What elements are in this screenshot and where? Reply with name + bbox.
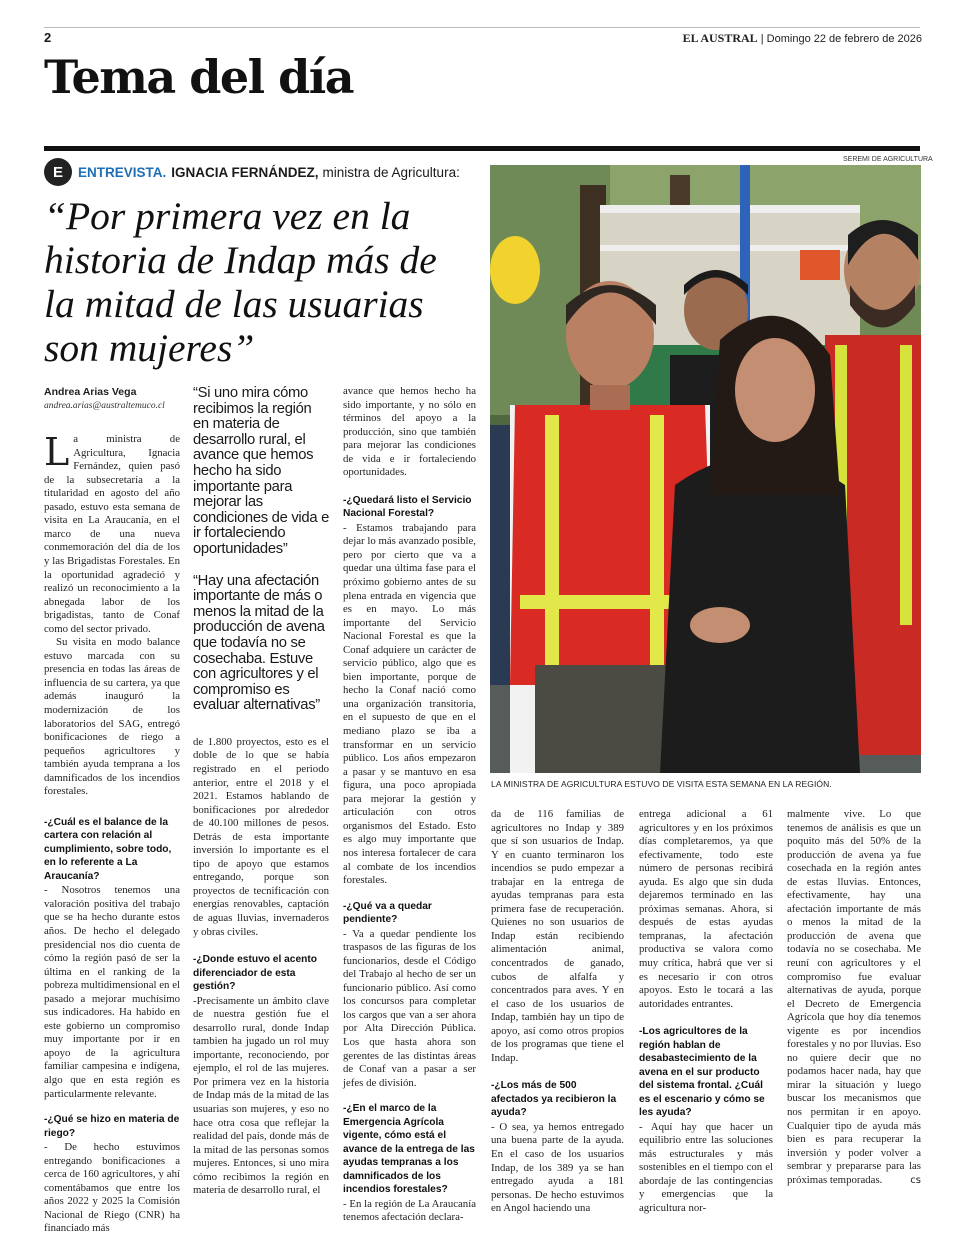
top-rule — [44, 27, 920, 28]
answer: - De hecho estuvimos entregando bonificaciones a cerca de 160 agricultores, y ahí comentábamos que entre los años 2022 y 2025 la Comisión Nacional de Riego (CNR) ha financiado más — [44, 1141, 180, 1235]
article-column-5 — [639, 808, 773, 1216]
question: -¿Donde estuvo el acento diferenciador de esta gestión? — [193, 954, 317, 993]
photo-caption: LA MINISTRA DE AGRICULTURA ESTUVO DE VISITA ESTA SEMANA EN LA REGIÓN. — [491, 779, 832, 789]
pull-quote: “Hay una afectación importante de más o menos la mitad de la producción de avena que todavía no se cosechaba. Estuve con agricultores y el compromiso es evaluar alternativas” — [193, 572, 325, 714]
intro-paragraph: La ministra de Agricultura, Ignacia Fernández, quien pasó de la subsecretaría a la titularidad en agosto del año pasado, estuvo esta semana de visita en La Araucanía, en el marco de una nueva conmemoración del día de los y las Brigadistas Forestales. En la oportunidad agradeció y realizó un reconocimiento a la abnegada labor de los brigadistas, tanto de Conaf como del sector privado. — [44, 430, 180, 635]
kicker-label: ENTREVISTA. — [78, 164, 167, 180]
question: -¿En el marco de la Emergencia Agrícola vigente, cómo está el avance de la entrega de las ayudas tempranas a los damnificados de los incendios forestales? — [343, 1103, 475, 1196]
newspaper-name: EL AUSTRAL — [682, 31, 758, 45]
answer: - Nosotros tenemos una valoración positiva del trabajo que se ha hecho durante estos años. De hecho el delegado presidencial nos dio cuenta de cómo la región pasó de ser la última en el ranking de la pobreza multidimensional en el pasado a mejorar muchísimo sus indicadores. Ha habido en este gobierno un compromiso muy importante por ir en apoyo de la agricultura familiar campesina e indígena, algo que en esta región es particularmente relevante. — [44, 884, 180, 1100]
question: -¿Cuál es el balance de la cartera con relación al cumplimiento, sobre todo, en lo referente a La Araucanía? — [44, 816, 172, 882]
article-column-6 — [787, 808, 921, 1187]
headline: “Por primera vez en la historia de Indap más de la mitad de las usuarias son mujeres” — [44, 194, 437, 370]
photo-illustration — [490, 165, 921, 773]
body-paragraph: da de 116 familias de agricultores no Indap y 389 que sí son usuarios de Indap. Y en cuanto terminaron los incendios se pudo empezar a trabajar en la entrega de ayudas tempranas para esta primera fase de recuperación. Quienes no son usuarios de Indap están recibiendo alimentación animal, concentrados de ganado, cubos de alfalfa y concentrados para aves. Y en el caso de los usuarios de Indap, también hay un tipo de apoyo, así como otros propios de los programas que tiene el Indap. — [491, 808, 624, 1064]
masthead — [683, 31, 922, 46]
photo-credit: SEREMI DE AGRICULTURA — [843, 156, 933, 163]
page-number: 2 — [44, 30, 52, 45]
author-email: andrea.arias@australtemuco.cl — [44, 400, 165, 411]
news-photo — [490, 165, 921, 773]
article-column-1 — [44, 386, 180, 1236]
answer: - O sea, ya hemos entregado una buena parte de la ayuda. En el caso de los usuarios Indap, de los 389 ya se han entregado ayuda a 181 personas. De hecho estuvimos en Angol haciendo una — [491, 1120, 624, 1215]
section-title: Tema del día — [44, 50, 354, 104]
body-paragraph: entrega adicional a 61 agricultores y en los próximos días completaremos, ya que efectivamente, todo este número de personas recibirá ayuda. Es algo que sin duda dejaremos terminado en las próximas semanas. Ahora, si después de estas ayudas tempranas, la afectación productiva se valora como muy crítica, habrá que ver si es necesario ir con otros apoyos. Esto le tocará a las autoridades entrantes. — [639, 808, 773, 1010]
body-paragraph: malmente vive. Lo que tenemos de análisis es que un poquito más del 50% de la producción de avena ya fue cosechada en la región antes de estas lluvias. Entonces, efectivamente, hay una afectación importante de más o menos la mitad de la producción de avena que todavía no se cosechaba. Me reuní con agricultores y el compromiso fue evaluar alternativas de ayuda, porque el Decreto de Emergencia Agrícola que hoy día tenemos vigente es por incendios forestales y no por lluvias. Eso no quiere decir que no podamos hacer nada, hay que mirar la situación y luego buscar los mecanismos que nos permitan ir en apoyo. Cualquier tipo de ayuda más bien es para recuperar la inversión y poder volver a sembrar y prepararse para las próximas temporadas. cs — [787, 808, 921, 1186]
body-paragraph: Su visita en modo balance estuvo marcada con su presencia en todas las áreas de influencia de su cartera, ya que además inauguró la modernización de los laboratorios del SAG, entregó bonificaciones de riego a pequeños agricultores y también ayuda temprana a los damnificados de los incendios forestales. — [44, 636, 180, 798]
body-paragraph: de 1.800 proyectos, esto es el doble de lo que se había registrado en el periodo anterior, entre el 2018 y el 2021. Estamos hablando de bonificaciones por alrededor de 40.100 millones de pesos. Detrás de esta importante inversión lo importante es el tipo de apoyo que estamos entregando, porque son proyectos de tecnificación con energías renovables, captación de aguas lluvias, invernaderos y obras civiles. — [193, 735, 329, 938]
body-paragraph: avance que hemos hecho ha sido importante, y no sólo en términos del apoyo a la producción, sino que también para mejorar las condiciones de vida e ir fortaleciendo oportunidades. — [343, 385, 476, 479]
question: -¿Qué se hizo en materia de riego? — [44, 1114, 180, 1139]
drop-cap: L — [44, 430, 70, 475]
end-mark-icon: cs — [910, 1174, 921, 1186]
answer: -Precisamente un ámbito clave de nuestra gestión fue el desarrollo rural, donde Indap tambien ha jugado un rol muy importante, reconociendo, por ejemplo, el rol de las mujeres. Por primera vez en la historia de Indap más de la mitad de las usuarias son mujeres, y eso no hace otra cosa que reflejar la realidad del país, donde más de la mitad de las personas somos mujeres. Entonces, si uno mira cómo recibimos la región en materia de desarrollo rural, el — [193, 994, 329, 1197]
question: -¿Los más de 500 afectados ya recibieron la ayuda? — [491, 1080, 617, 1119]
answer: - Estamos trabajando para dejar lo más avanzado posible, pero por cierto que va a quedar una última fase para el próximo gobierno antes de su plena entrada en vigencia que es en mayo. Lo más importante del Servicio Nacional Forestal es que la Conaf adquiere un carácter de servicio público, algo que es bien importante, porque de hecho la Conaf nació como una organización transitoria, en el supuesto de que en el mediano plazo se iba a transformar en un servicio público. Los años empezaron a pasar y se mantuvo en esa figura, una poco apropiada para mejorar la gestión y articulación con otros organismos del Estado. Esto es algo muy importante que nos interesa fortalecer de cara al combate de los incendios forestales. — [343, 521, 476, 887]
section-rule — [44, 146, 920, 151]
article-column-4 — [491, 808, 624, 1216]
question: -¿Quedará listo el Servicio Nacional Forestal? — [343, 494, 472, 520]
question: -¿Qué va a quedar pendiente? — [343, 900, 432, 926]
article-column-2 — [193, 386, 329, 1198]
answer: - Aquí hay que hacer un equilibrio entre las soluciones más estructurales y más sostenibles en el tiempo con el abordaje de las contingencias y emergencias que la agricultura nor- — [639, 1120, 773, 1214]
interview-kicker — [44, 158, 460, 186]
question: -Los agricultores de la región hablan de desabastecimiento de la avena en el sur producto del sistema frontal. ¿Cuál es el escenario y cómo se les ayuda? — [639, 1026, 765, 1119]
issue-date: | Domingo 22 de febrero de 2026 — [760, 33, 922, 45]
answer: - Va a quedar pendiente los traspasos de las figuras de los funcionarios, desde el Código del Trabajo al hecho de ser un funcionario público. Así como los concursos para completar los cargos que van a ser ahora por Alta Dirección Pública. Los que hasta ahora son gerentes de las distintas áreas de Conaf van a pasar a ser jefes de división. — [343, 927, 476, 1089]
interview-badge-icon: E — [44, 158, 72, 186]
author-name: Andrea Arias Vega — [44, 386, 137, 398]
kicker-role: ministra de Agricultura: — [322, 164, 460, 180]
article-column-3 — [343, 385, 476, 1225]
kicker-name: IGNACIA FERNÁNDEZ, — [171, 164, 319, 180]
answer: - En la región de La Araucanía tenemos afectación declara- — [343, 1197, 476, 1224]
pull-quote: “Si uno mira cómo recibimos la región en materia de desarrollo rural, el avance que hemos hecho ha sido importante para mejorar las condiciones de vida e ir fortaleciendo oportunidades” — [193, 385, 330, 557]
